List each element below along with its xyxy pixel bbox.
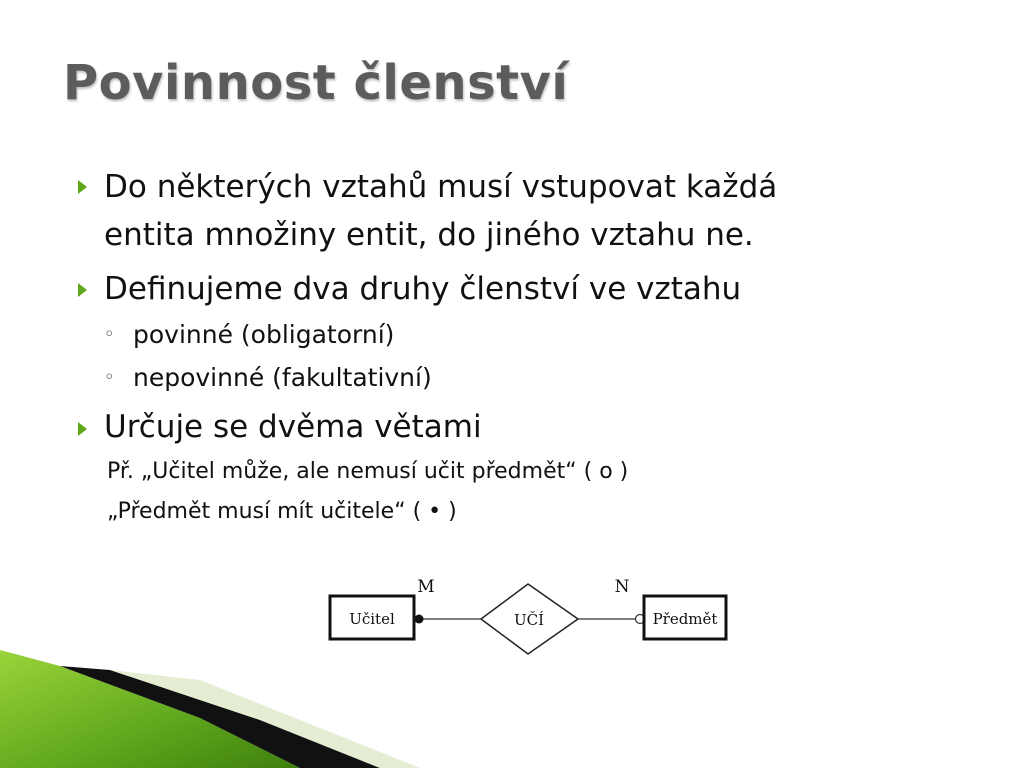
subbullet-item-1: povinné (obligatorní) <box>133 320 395 349</box>
bullet-arrow-icon <box>78 180 87 194</box>
relationship-label-uci: UČÍ <box>513 611 545 629</box>
cardinality-n: N <box>614 577 630 597</box>
bullet-arrow-icon <box>78 422 87 436</box>
bullet-item-1-line-2: entita množiny entit, do jiného vztahu ne. <box>104 217 754 253</box>
entity-label-predmet: Předmět <box>652 610 718 628</box>
bullet-arrow-icon <box>78 283 87 297</box>
example-note-2: „Předmět musí mít učitele“ ( • ) <box>107 499 457 524</box>
bullet-item-1-line-1: Do některých vztahů musí vstupovat každá <box>104 169 778 205</box>
subbullet-circle-icon: ◦ <box>104 324 115 345</box>
cardinality-m: M <box>417 577 435 597</box>
entity-label-ucitel: Učitel <box>349 610 395 628</box>
bullet-item-2: Definujeme dva druhy členství ve vztahu <box>104 271 742 307</box>
mandatory-dot-icon <box>415 615 424 624</box>
decorative-swoosh <box>0 640 420 768</box>
subbullet-item-2: nepovinné (fakultativní) <box>133 363 432 392</box>
bullet-item-3: Určuje se dvěma větami <box>104 409 482 445</box>
slide-title: Povinnost členství <box>63 55 569 111</box>
example-note-1: Př. „Učitel může, ale nemusí učit předmět“ ( o ) <box>107 459 629 484</box>
subbullet-circle-icon: ◦ <box>104 367 115 388</box>
